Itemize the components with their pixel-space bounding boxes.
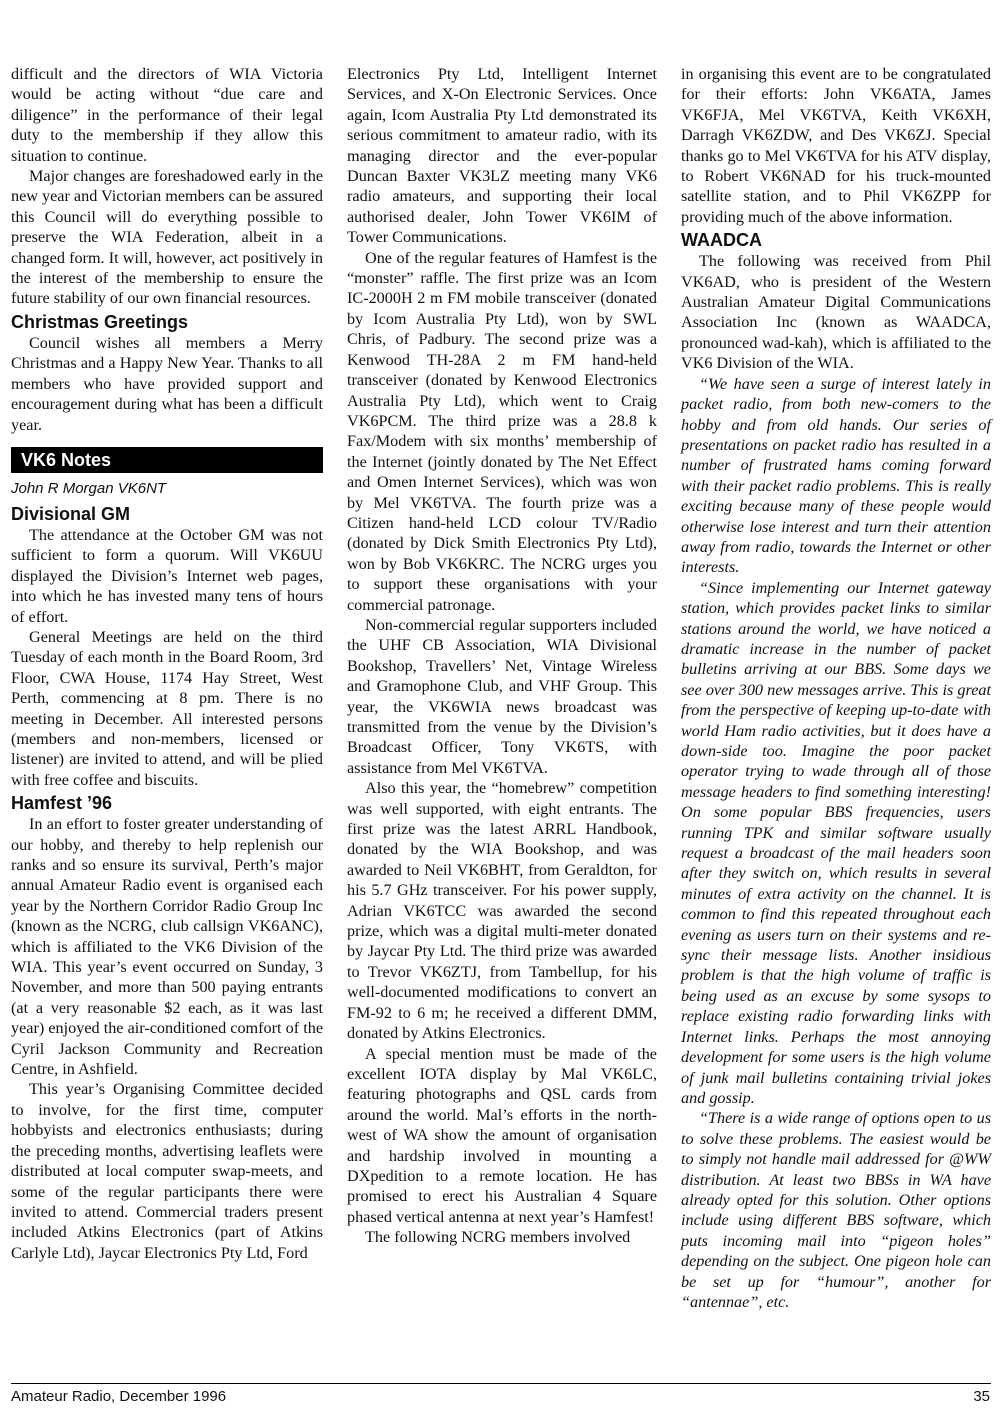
paragraph: In an effort to foster greater understanding of our hobby, and thereby to help replenish our ranks and so ensure its survival, Perth’s major annual Amateur Radio event is organised each year by the Northern Corridor Radio Group Inc (known as the NCRG, club callsign VK6ANC), which is affiliated to the VK6 Division of the WIA. This year’s event occurred on Sunday, 3 November, and more than 500 paying entrants (at a very reasonable $2 each, as it was last year) enjoyed the air-conditioned comfort of the Cyril Jackson Community and Recreation Centre, in Ashfield. [11,815,323,1079]
page-number: 35 [973,1388,990,1405]
paragraph: in organising this event are to be congratulated for their efforts: John VK6ATA, James VK6FJA, Mel VK6TVA, Keith VK6XH, Darragh VK6ZDW, and Des VK6ZJ. Special thanks go to Mel VK6TVA for his ATV display, to Robert VK6NAD for his truck-mounted satellite station, and to Phil VK6ZPP for providing much of the above information. [681,65,991,226]
heading-divisional-gm: Divisional GM [11,503,131,524]
quote-paragraph: “There is a wide range of options open to us to solve these problems. The easiest would be to simply not handle mail addressed for @WW distribution. At least two BBSs in WA have already opted for this solution. Other options include using different BBS software, which puts incoming mail into “pigeon holes” depending on the subject. One pigeon hole can be set up for “humour”, another for “antennae”, etc. [681,1109,991,1311]
heading-hamfest-96: Hamfest ’96 [11,793,113,814]
column-3 [681,64,991,1312]
column-1 [11,64,323,1263]
paragraph: A special mention must be made of the excellent IOTA display by Mal VK6LC, featuring photographs and QSL cards from around the world. Mal’s efforts in the north-west of WA show the amount of organisation and hardship involved in mounting a DXpedition to a remote location. He has promised to erect his Australian 4 Square phased vertical antenna at next year’s Hamfest! [347,1044,657,1226]
heading-waadca: WAADCA [681,230,762,251]
paragraph: The following NCRG members involved [365,1228,631,1247]
paragraph: General Meetings are held on the third Tuesday of each month in the Board Room, 3rd Floor, CWA House, 1174 Hay Street, West Perth, commencing at 8 pm. There is no meeting in December. All interested persons (members and non-members, licensed or listener) are invited to attend, and will be plied with free coffee and biscuits. [11,627,323,789]
paragraph: Council wishes all members a Merry Christmas and a Happy New Year. Thanks to all members who have provided support and encouragement during what has been a difficult year. [11,333,323,434]
footer-rule [11,1383,991,1384]
paragraph: difficult and the directors of WIA Victoria would be acting without “due care and diligence” in the performance of their legal duty to the membership if they allow this situation to continue. [11,65,323,165]
paragraph: Major changes are foreshadowed early in the new year and Victorian members can be assured this Council will do everything possible to preserve the WIA Federation, albeit in a changed form. It will, however, act positively in the interest of the membership to ensure the future stability of our own financial resources. [11,167,324,308]
quote-paragraph: “Since implementing our Internet gateway station, which provides packet links to similar stations around the world, we have noticed a dramatic increase in the number of packet bulletins arriving at our BBS. Some days we see over 300 new messages arrive. This is great from the perspective of keeping up-to-date with world Ham radio activities, but it does have a down-side too. Imagine the poor packet operator trying to wade through all of those message headers to find something interesting! On some popular BBS frequencies, users running TPK and similar software usually request a broadcast of the mail headers soon after they switch on, which results in several minutes of extra activity on the channel. It is common to find this repeated throughout each evening as users turn on their systems and re-sync their message lists. Another insidious problem is that the high volume of traffic is being used as an excuse by some sysops to replace existing radio forwarding links with Internet links. Perhaps the most annoying development for some users is the high volume of junk mail bulletins containing trivial jokes and gossip. [681,578,991,1107]
author-byline: John R Morgan VK6NT [11,479,167,497]
paragraph: The attendance at the October GM was not sufficient to form a quorum. Will VK6UU displayed the Division’s Internet web pages, into which he has invested many tens of hours of effort. [11,525,323,626]
paragraph: Non-commercial regular supporters included the UHF CB Association, WIA Divisional Bookshop, Travellers’ Net, Vintage Wireless and Gramophone Club, and VHF Group. This year, the VK6WIA news broadcast was transmitted from the venue by the Division’s Broadcast Officer, Tony VK6TS, with assistance from Mel VK6TVA. [347,615,657,777]
footer-publication: Amateur Radio, December 1996 [11,1388,227,1405]
section-banner-vk6-notes: VK6 Notes [11,447,323,473]
paragraph: This year’s Organising Committee decided to involve, for the first time, computer hobbyists and electronics enthusiasts; during the preceding months, advertising leaflets were distributed at local computer swap-meets, and some of the regular participants there were invited to attend. Commercial traders present included Atkins Electronics (part of Atkins Carlyle Ltd), Jaycar Electronics Pty Ltd, Ford [11,1080,323,1262]
paragraph: Also this year, the “homebrew” competition was well supported, with eight entrants. The first prize was the latest ARRL Handbook, donated by the WIA Bookshop, and was awarded to Neil VK6BHT, from Geraldton, for his 5.7 GHz transceiver. For his power supply, Adrian VK6TCC was awarded the second prize, which was a digital multi-meter donated by Jaycar Pty Ltd. The third prize was awarded to Trevor VK6ZTJ, from Tambellup, for his well-documented modifications to convert an FM-92 to 6 m; he received a different DMM, donated by Atkins Electronics. [347,779,657,1043]
heading-christmas-greetings: Christmas Greetings [11,311,189,332]
paragraph: The following was received from Phil VK6AD, who is president of the Western Australian Amateur Digital Communications Association Inc (known as WAADCA, pronounced wad-kah), which is affiliated to the VK6 Division of the WIA. [681,252,991,373]
paragraph: Electronics Pty Ltd, Intelligent Internet Services, and X-On Electronic Services. Once again, Icom Australia Pty Ltd demonstrated its serious commitment to amateur radio, with its managing director and the ever-popular Duncan Baxter VK3LZ meeting many VK6 radio amateurs, and supporting their local authorised dealer, John Tower VK6IM of Tower Communications. [347,65,657,247]
column-2 [347,64,657,1248]
paragraph: One of the regular features of Hamfest is the “monster” raffle. The first prize was an Icom IC-2000H 2 m FM mobile transceiver (donated by Icom Australia Pty Ltd), won by SWL Chris, of Padbury. The second prize was a Kenwood TH-28A 2 m FM hand-held transceiver (donated by Kenwood Electronics Australia Pty Ltd), which went to Craig VK6PCM. The third prize was a 28.8 k Fax/Modem with six months’ membership of the Internet (jointly donated by The Net Effect and Omen Internet Services), which was won by Mel VK6TVA. The fourth prize was a Citizen hand-held LCD colour TV/Radio (donated by Dick Smith Electronics Pty Ltd), won by Bob VK6KRC. The NCRG urges you to support these organisations with your commercial patronage. [347,248,657,614]
quote-paragraph: “We have seen a surge of interest lately in packet radio, from both new-comers to the hobby and from old hands. Our series of presentations on packet radio has resulted in a number of frustrated hams coming forward with their packet radio problems. This is really exciting because many of these people would otherwise lose interest and turn their attention away from radio, towards the Internet or other interests. [681,374,991,577]
